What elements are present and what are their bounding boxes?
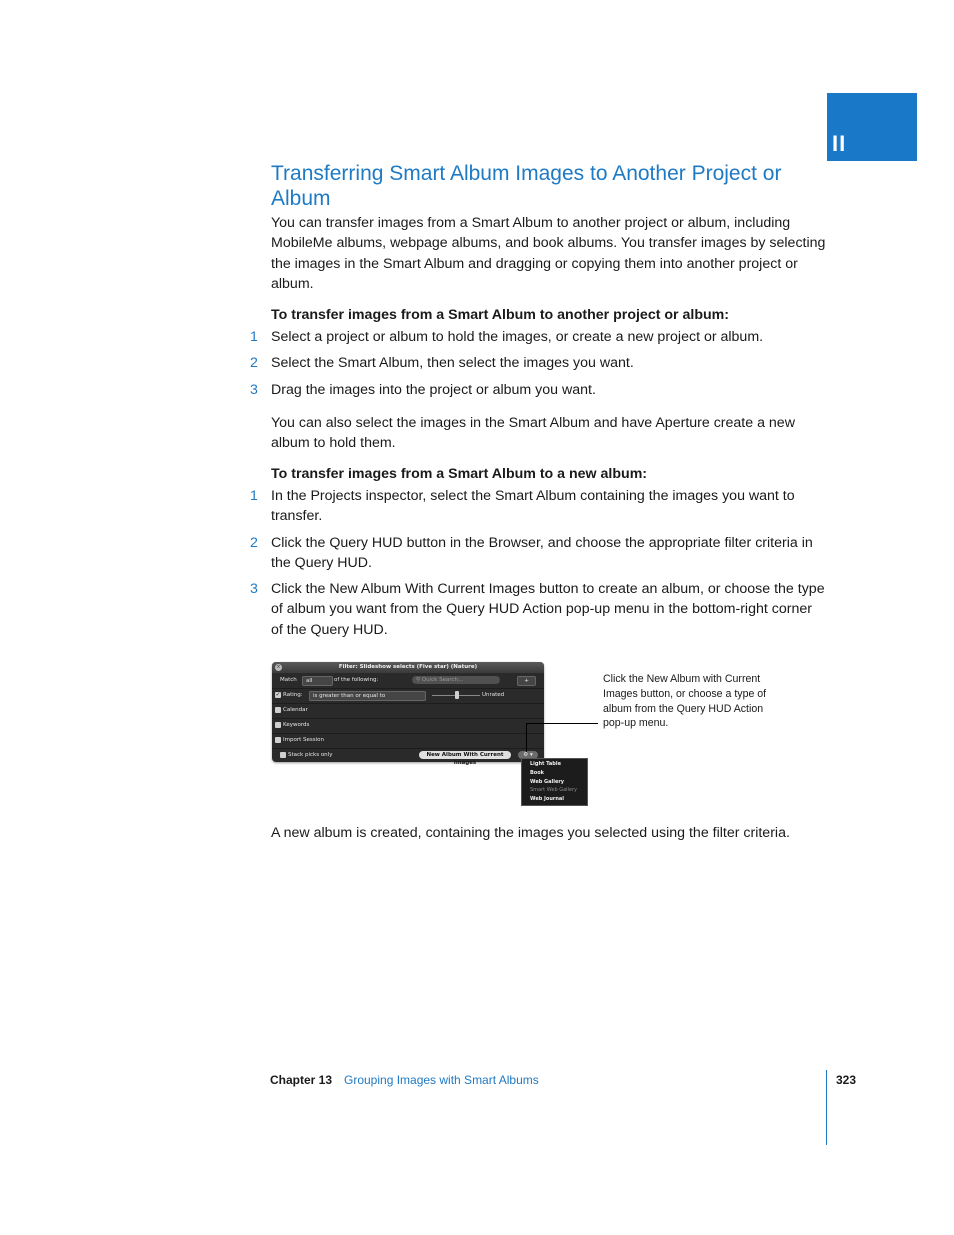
step-text: Click the Query HUD button in the Browser, and choose the appropriate filter criteria in the Query HUD. xyxy=(271,535,813,572)
step-text: Select the Smart Album, then select the images you want. xyxy=(271,355,634,371)
hud-match-row xyxy=(272,673,544,689)
procedure1-heading: To transfer images from a Smart Album to another project or album: xyxy=(271,307,730,323)
menu-item-smart-web-gallery: Smart Web Gallery xyxy=(530,787,578,793)
hud-criteria-row xyxy=(272,733,544,749)
hud-criteria-row xyxy=(272,688,544,704)
search-icon: ⚲ xyxy=(416,677,422,683)
figure-callout: Click the New Album with Current Images button, or choose a type of album from the Query HUD Action pop-up menu. xyxy=(603,673,767,730)
section-title: Transferring Smart Album Images to Another Project or Album xyxy=(271,162,782,210)
procedure2-heading: To transfer images from a Smart Album to a new album: xyxy=(271,466,648,482)
closing-paragraph: A new album is created, containing the images you selected using the filter criteria. xyxy=(271,825,790,841)
checkbox-icon[interactable] xyxy=(275,707,281,713)
step-number: 2 xyxy=(250,355,258,371)
criteria-label: Keywords xyxy=(283,722,310,728)
quick-search-input[interactable] xyxy=(412,676,500,684)
stack-picks-checkbox[interactable] xyxy=(280,752,286,758)
search-placeholder: Quick Search... xyxy=(421,677,464,683)
step-text: Select a project or album to hold the images, or create a new project or album. xyxy=(271,329,764,345)
close-icon[interactable]: × xyxy=(276,664,281,670)
procedure2-step xyxy=(250,486,826,527)
callout-leader-line xyxy=(526,723,527,752)
criteria-label: Rating: xyxy=(283,692,303,698)
stack-picks-label: Stack picks only xyxy=(288,752,333,758)
footer-chapter: Chapter 13 xyxy=(270,1073,333,1087)
middle-paragraph: You can also select the images in the Smart Album and have Aperture create a new album to hold them. xyxy=(271,415,795,452)
menu-item-web-gallery[interactable]: Web Gallery xyxy=(530,779,565,785)
menu-item-light-table[interactable]: Light Table xyxy=(530,761,561,767)
step-number: 1 xyxy=(250,488,258,504)
step-number: 3 xyxy=(250,382,258,398)
menu-item-web-journal[interactable]: Web Journal xyxy=(530,796,565,802)
callout-leader-line xyxy=(526,723,598,724)
rating-operator-popup[interactable] xyxy=(309,691,426,701)
criteria-label: Calendar xyxy=(283,707,308,713)
procedure1-step xyxy=(250,353,826,373)
hud-bottom-bar xyxy=(272,748,544,766)
procedure1-step xyxy=(250,327,826,347)
step-text: Click the New Album With Current Images button to create an album, or choose the type of album you want from the Query HUD Action pop-up menu in the bottom-right corner of the Query HUD. xyxy=(271,581,825,638)
of-following-label: of the following: xyxy=(334,677,379,683)
checkbox-checked-icon[interactable]: ✓ xyxy=(275,691,281,698)
footer-divider xyxy=(826,1070,827,1145)
menu-item-book[interactable]: Book xyxy=(530,770,545,776)
footer-chapter-title: Grouping Images with Smart Albums xyxy=(344,1073,539,1087)
rating-operator: is greater than or equal to xyxy=(313,693,386,699)
match-popup[interactable] xyxy=(302,676,333,686)
add-icon: + xyxy=(524,678,529,684)
step-text: Drag the images into the project or album you want. xyxy=(271,382,596,398)
step-number: 3 xyxy=(250,581,258,597)
procedure2-step xyxy=(250,533,826,574)
hud-title: Filter: Slideshow selects (Five star) (Nature) xyxy=(272,662,544,673)
part-tab xyxy=(827,93,917,161)
hud-criteria-row xyxy=(272,718,544,734)
action-popup-menu xyxy=(521,758,588,806)
add-criteria-button[interactable] xyxy=(517,676,536,686)
rating-slider-handle[interactable] xyxy=(455,691,459,699)
checkbox-icon[interactable] xyxy=(275,737,281,743)
procedure1-step xyxy=(250,380,826,400)
new-album-button[interactable]: New Album With Current Images xyxy=(419,751,511,759)
match-label: Match xyxy=(280,677,297,683)
intro-paragraph: You can transfer images from a Smart Album to another project or album, including MobileMe albums, webpage albums, and book albums. You transfer images by selecting the images in the Smart Album and dragging or copying them into another project or album. xyxy=(271,215,826,293)
step-text: In the Projects inspector, select the Smart Album containing the images you want to transfer. xyxy=(271,488,795,525)
action-gear-icon[interactable]: ⚙ ▾ xyxy=(518,751,538,759)
step-number: 1 xyxy=(250,329,258,345)
page-number: 323 xyxy=(836,1073,857,1087)
query-hud-figure xyxy=(272,662,544,766)
match-value: all xyxy=(306,678,313,684)
hud-criteria-row xyxy=(272,703,544,719)
step-number: 2 xyxy=(250,535,258,551)
procedure2-step xyxy=(250,579,826,640)
criteria-label: Import Session xyxy=(283,737,324,743)
checkbox-icon[interactable] xyxy=(275,722,281,728)
rating-value: Unrated xyxy=(482,692,505,698)
part-tab-label: II xyxy=(832,131,847,156)
